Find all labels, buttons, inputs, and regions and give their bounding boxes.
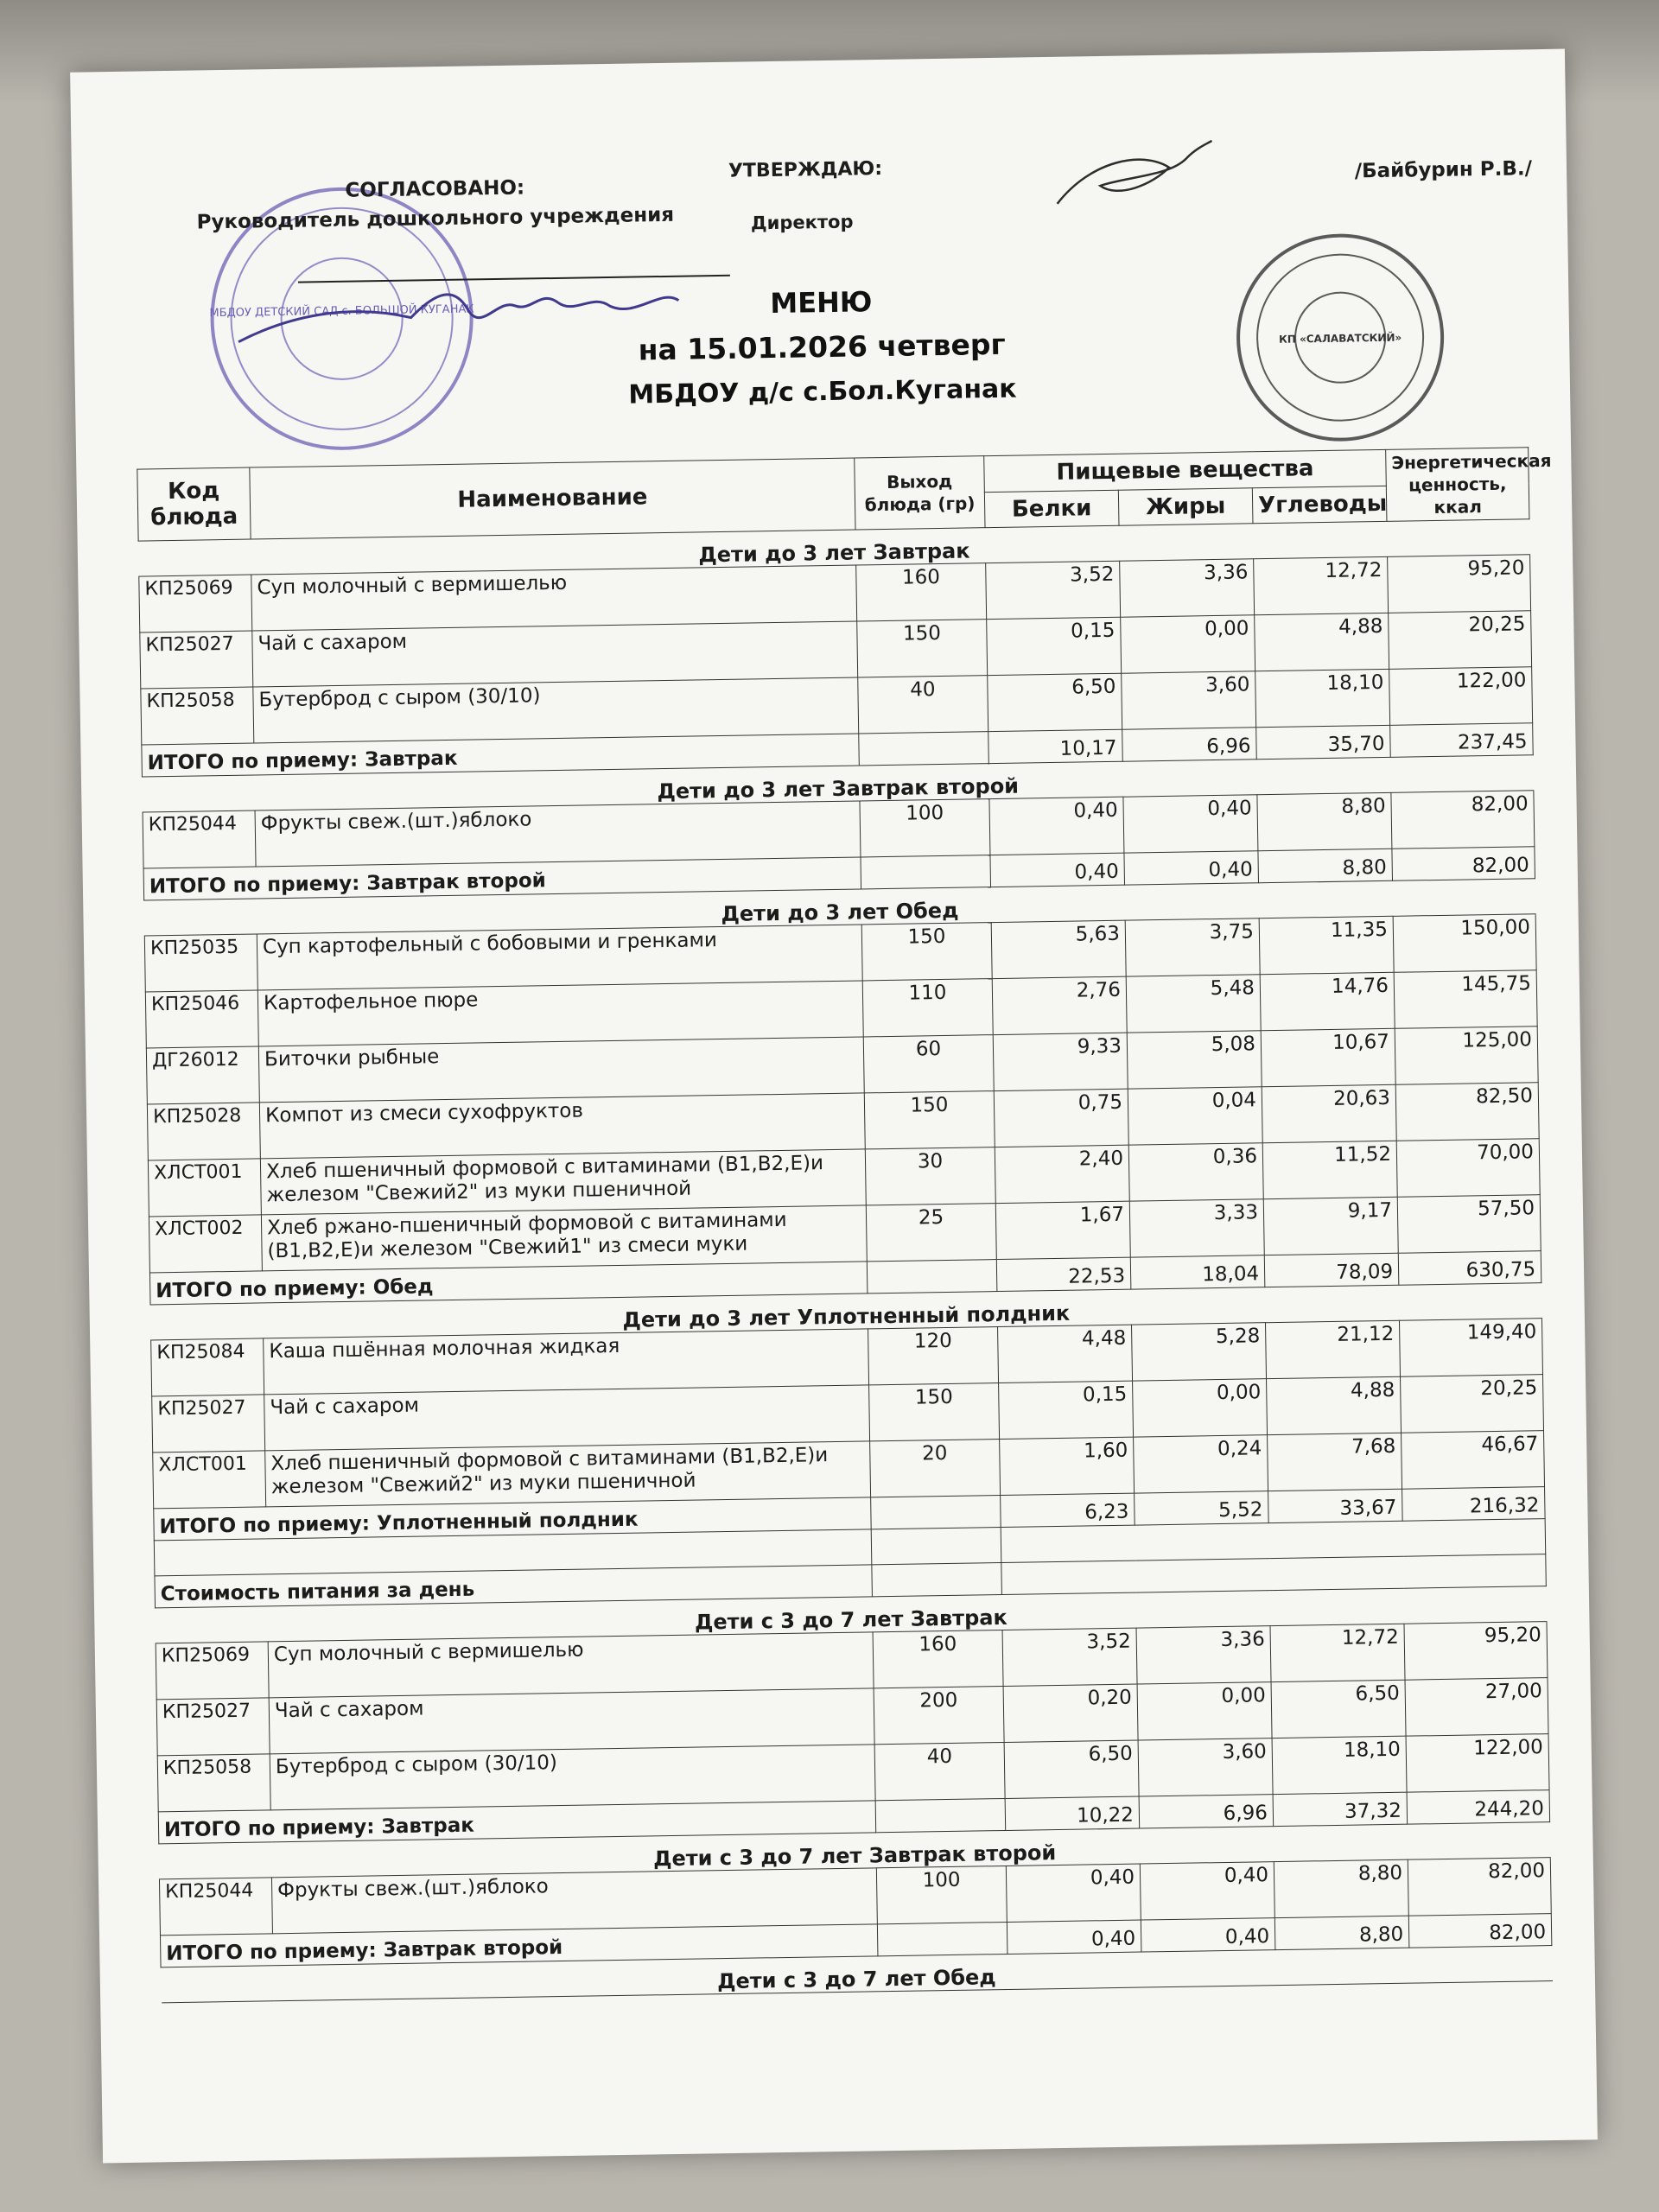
dish-code: КП25046 (145, 990, 258, 1048)
total-fat: 6,96 (1139, 1795, 1274, 1828)
section-title: Дети до 3 лет Завтрак второй (142, 755, 1533, 812)
total-fat: 18,04 (1130, 1255, 1265, 1289)
dish-code: КП25058 (157, 1754, 270, 1812)
approve-title: УТВЕРЖДАЮ: (728, 157, 883, 182)
total-protein: 0,40 (1007, 1920, 1141, 1954)
total-fat: 6,96 (1122, 728, 1257, 761)
dish-protein: 5,63 (991, 920, 1126, 978)
total-yield-empty (875, 1798, 1006, 1832)
dish-fat: 3,75 (1125, 918, 1260, 976)
menu-institution: МБДОУ д/с с.Бол.Куганак (628, 373, 1017, 410)
dish-carbs: 20,63 (1262, 1084, 1396, 1142)
dish-code: КП25027 (152, 1395, 265, 1452)
total-kcal: 216,32 (1402, 1487, 1546, 1522)
dish-kcal: 95,20 (1404, 1622, 1548, 1681)
total-label: ИТОГО по приему: Завтрак второй (143, 857, 861, 900)
dish-fat: 0,36 (1128, 1143, 1263, 1201)
dish-carbs: 4,88 (1267, 1376, 1402, 1434)
dish-carbs: 12,72 (1270, 1624, 1405, 1681)
dish-code: КП25035 (144, 934, 257, 992)
dish-protein: 0,40 (989, 797, 1124, 855)
section-title: Дети с 3 до 7 лет Обед (161, 1946, 1552, 2003)
dish-kcal: 95,20 (1388, 555, 1531, 613)
dish-name: Суп картофельный с бобовыми и гренками (257, 925, 862, 990)
total-yield-empty (861, 855, 991, 889)
dish-fat: 0,00 (1137, 1682, 1272, 1740)
dish-code: КП25069 (139, 575, 252, 632)
dish-carbs: 11,52 (1262, 1141, 1397, 1198)
total-kcal: 82,00 (1408, 1914, 1552, 1948)
dish-kcal: 70,00 (1396, 1139, 1540, 1198)
total-protein: 10,22 (1005, 1796, 1140, 1830)
dish-name: Хлеб пшеничный формовой с витаминами (В1,В2,Е)и железом "Свежий2" из муки пшеничной (260, 1149, 866, 1215)
dish-protein: 6,50 (1004, 1740, 1139, 1798)
col-name: Наименование (250, 458, 855, 539)
dish-carbs: 9,17 (1263, 1197, 1398, 1255)
dish-carbs: 8,80 (1257, 792, 1392, 850)
dish-code: КП25069 (156, 1642, 269, 1700)
dish-code: КП25044 (159, 1878, 272, 1936)
dish-kcal: 82,00 (1391, 791, 1535, 849)
dish-yield: 160 (873, 1630, 1003, 1688)
dish-code: КП25084 (151, 1338, 264, 1396)
dish-kcal: 46,67 (1402, 1431, 1545, 1490)
dish-carbs: 6,50 (1271, 1680, 1406, 1738)
dish-carbs: 12,72 (1254, 556, 1389, 614)
dish-fat: 3,60 (1138, 1738, 1273, 1796)
approver-name: /Байбурин Р.В./ (1354, 157, 1533, 183)
dish-fat: 0,40 (1140, 1862, 1274, 1920)
dish-yield: 40 (858, 676, 988, 734)
dish-code: ХЛСТ001 (148, 1159, 261, 1217)
dish-kcal: 27,00 (1405, 1678, 1548, 1737)
dish-name: Бутерброд с сыром (30/10) (270, 1745, 875, 1810)
total-yield-empty (871, 1496, 1001, 1529)
dish-protein: 1,60 (1000, 1437, 1135, 1495)
dish-carbs: 8,80 (1274, 1859, 1408, 1917)
dish-kcal: 20,25 (1401, 1375, 1544, 1433)
dish-protein: 3,52 (986, 561, 1121, 619)
dish-yield: 20 (870, 1440, 1001, 1497)
dish-name: Хлеб пшеничный формовой с витаминами (В1,В2,Е)и железом "Свежий2" из муки пшеничной (265, 1441, 871, 1507)
dish-protein: 0,40 (1006, 1864, 1141, 1922)
dish-yield: 150 (861, 923, 992, 981)
total-protein: 22,53 (996, 1257, 1131, 1291)
total-protein: 10,17 (988, 729, 1123, 763)
dish-yield: 120 (868, 1327, 999, 1385)
dish-fat: 0,00 (1133, 1379, 1268, 1437)
dish-carbs: 18,10 (1272, 1736, 1407, 1794)
section-title: Дети до 3 лет Завтрак (138, 519, 1529, 576)
dish-fat: 5,48 (1126, 975, 1261, 1033)
dish-code: КП25027 (156, 1698, 270, 1756)
dish-carbs: 4,88 (1255, 613, 1389, 671)
dish-fat: 3,33 (1129, 1199, 1264, 1257)
dish-carbs: 18,10 (1255, 669, 1390, 727)
total-kcal: 237,45 (1390, 723, 1534, 758)
approve-role: Директор (750, 211, 854, 234)
dish-protein: 3,52 (1002, 1628, 1137, 1686)
dish-yield: 150 (869, 1383, 1000, 1441)
dish-protein: 0,75 (994, 1089, 1128, 1147)
dish-name: Бутерброд с сыром (30/10) (253, 677, 859, 743)
dish-carbs: 21,12 (1265, 1320, 1400, 1378)
dish-carbs: 7,68 (1268, 1433, 1402, 1491)
empty-cell (871, 1528, 1001, 1565)
dish-code: ХЛСТ001 (153, 1451, 266, 1509)
dish-yield: 200 (874, 1687, 1004, 1745)
dish-code: КП25027 (140, 631, 253, 689)
section-title: Дети до 3 лет Обед (144, 879, 1535, 936)
dish-fat: 0,04 (1128, 1087, 1262, 1145)
dish-yield: 160 (856, 563, 987, 621)
dish-carbs: 14,76 (1260, 972, 1395, 1030)
dish-kcal: 150,00 (1393, 914, 1536, 973)
dish-name: Суп молочный с вермишелью (268, 1632, 874, 1698)
dish-kcal: 122,00 (1389, 667, 1533, 726)
signature-right-icon (1039, 123, 1248, 230)
menu-date: на 15.01.2026 четверг (638, 327, 1007, 367)
dish-code: КП25058 (141, 687, 254, 745)
dish-protein: 0,15 (987, 617, 1122, 675)
dish-fat: 3,60 (1122, 671, 1256, 729)
approve-block (728, 153, 988, 238)
dish-name: Картофельное пюре (257, 981, 863, 1046)
agreed-role: Руководитель дошкольного учреждения (196, 203, 675, 234)
total-label: ИТОГО по приему: Обед (149, 1262, 867, 1305)
dish-kcal: 20,25 (1389, 611, 1532, 670)
total-label: ИТОГО по приему: Уплотненный полдник (154, 1497, 871, 1541)
dish-kcal: 82,50 (1395, 1083, 1539, 1141)
total-yield-empty (867, 1260, 997, 1294)
dish-fat: 5,28 (1132, 1323, 1267, 1381)
dish-yield: 60 (863, 1035, 994, 1093)
dish-kcal: 122,00 (1406, 1734, 1549, 1793)
total-kcal: 82,00 (1392, 847, 1535, 881)
dish-protein: 0,20 (1003, 1684, 1138, 1742)
total-label: ИТОГО по приему: Завтрак (158, 1801, 875, 1844)
dish-protein: 9,33 (993, 1033, 1128, 1090)
dish-name: Фрукты свеж.(шт.)яблоко (271, 1868, 877, 1934)
dish-kcal: 57,50 (1397, 1195, 1541, 1254)
dish-yield: 100 (876, 1866, 1007, 1923)
dish-kcal: 125,00 (1395, 1027, 1538, 1085)
dish-protein: 2,76 (992, 976, 1127, 1034)
dish-name: Хлеб ржано-пшеничный формовой с витаминами (В1,В2,Е)и железом "Свежий1" из смеси муки (261, 1205, 867, 1271)
dish-fat: 3,36 (1120, 559, 1255, 617)
total-carbs: 8,80 (1258, 849, 1393, 882)
dish-kcal: 145,75 (1394, 970, 1537, 1029)
total-carbs: 33,67 (1268, 1489, 1403, 1522)
menu-sheet (70, 49, 1598, 2164)
dish-carbs: 11,35 (1259, 916, 1394, 974)
dish-code: КП25044 (143, 810, 256, 868)
dish-yield: 30 (865, 1147, 995, 1205)
col-code: Код блюда (137, 467, 251, 541)
dish-yield: 25 (866, 1204, 996, 1262)
dish-yield: 100 (860, 799, 990, 857)
left-stamp-text: МБДОУ ДЕТСКИЙ САД с. БОЛЬШОЙ КУГАНАК (209, 302, 474, 321)
col-energy: Энергетическая ценность, ккал (1386, 448, 1529, 522)
dish-code: КП25028 (147, 1103, 260, 1160)
dish-fat: 0,00 (1121, 615, 1255, 673)
dish-name: Каша пшённая молочная жидкая (264, 1329, 869, 1395)
col-nutrients: Пищевые вещества (984, 449, 1387, 492)
total-fat: 5,52 (1135, 1491, 1269, 1525)
dish-fat: 5,08 (1127, 1031, 1262, 1089)
dish-carbs: 10,67 (1261, 1028, 1395, 1086)
dish-name: Биточки рыбные (258, 1037, 864, 1103)
dish-name: Компот из смеси сухофруктов (259, 1093, 865, 1159)
dish-yield: 150 (857, 620, 988, 677)
menu-title-block (73, 270, 1570, 426)
dish-name: Суп молочный с вермишелью (251, 565, 857, 631)
total-yield-empty (877, 1922, 1007, 1955)
dish-name: Чай с сахаром (269, 1688, 874, 1754)
total-protein: 6,23 (1001, 1493, 1135, 1527)
total-kcal: 244,20 (1407, 1790, 1550, 1825)
dish-code: ДГ26012 (146, 1046, 259, 1104)
total-yield-empty (859, 732, 989, 766)
total-carbs: 78,09 (1264, 1253, 1399, 1287)
menu-title: МЕНЮ (770, 285, 873, 321)
menu-table (137, 447, 1553, 2003)
dish-name: Чай с сахаром (252, 621, 858, 687)
dish-protein: 0,15 (999, 1381, 1134, 1439)
cost-empty (872, 1563, 1002, 1597)
total-fat: 0,40 (1124, 851, 1259, 885)
agreed-block (193, 171, 677, 238)
col-carbs: Углеводы (1252, 486, 1387, 524)
dish-fat: 3,36 (1136, 1626, 1271, 1684)
section-title: Дети до 3 лет Уплотненный полдник (150, 1283, 1541, 1340)
dish-protein: 6,50 (988, 673, 1122, 731)
total-kcal: 630,75 (1398, 1251, 1541, 1286)
total-carbs: 37,32 (1273, 1792, 1408, 1826)
dish-yield: 40 (874, 1742, 1005, 1800)
dish-code: ХЛСТ002 (149, 1215, 262, 1273)
section-title: Дети с 3 до 7 лет Завтрак (156, 1586, 1547, 1643)
section-title: Дети с 3 до 7 лет Завтрак второй (159, 1822, 1550, 1879)
dish-yield: 110 (862, 979, 993, 1037)
total-carbs: 35,70 (1256, 725, 1391, 759)
right-stamp-text: КП «САЛАВАТСКИЙ» (1278, 331, 1402, 346)
dish-name: Чай с сахаром (264, 1385, 870, 1451)
table-body (138, 519, 1552, 2003)
agreed-title: СОГЛАСОВАНО: (345, 176, 525, 202)
dish-name: Фрукты свеж.(шт.)яблоко (255, 801, 861, 867)
total-label: ИТОГО по приему: Завтрак второй (160, 1924, 877, 1967)
dish-protein: 2,40 (995, 1145, 1129, 1203)
dish-fat: 0,24 (1134, 1435, 1268, 1493)
col-yield: Выход блюда (гр) (855, 456, 985, 530)
dish-protein: 1,67 (995, 1201, 1130, 1259)
col-protein: Белки (984, 490, 1119, 528)
total-protein: 0,40 (990, 853, 1125, 887)
dish-kcal: 82,00 (1408, 1858, 1551, 1916)
dish-fat: 0,40 (1123, 795, 1258, 853)
total-carbs: 8,80 (1274, 1916, 1409, 1949)
cost-label: Стоимость питания за день (155, 1565, 872, 1608)
total-fat: 0,40 (1141, 1918, 1275, 1952)
dish-kcal: 149,40 (1400, 1319, 1543, 1377)
dish-yield: 150 (864, 1091, 995, 1149)
dish-protein: 4,48 (998, 1325, 1133, 1382)
col-fat: Жиры (1118, 487, 1253, 525)
total-label: ИТОГО по приему: Завтрак (142, 734, 859, 777)
